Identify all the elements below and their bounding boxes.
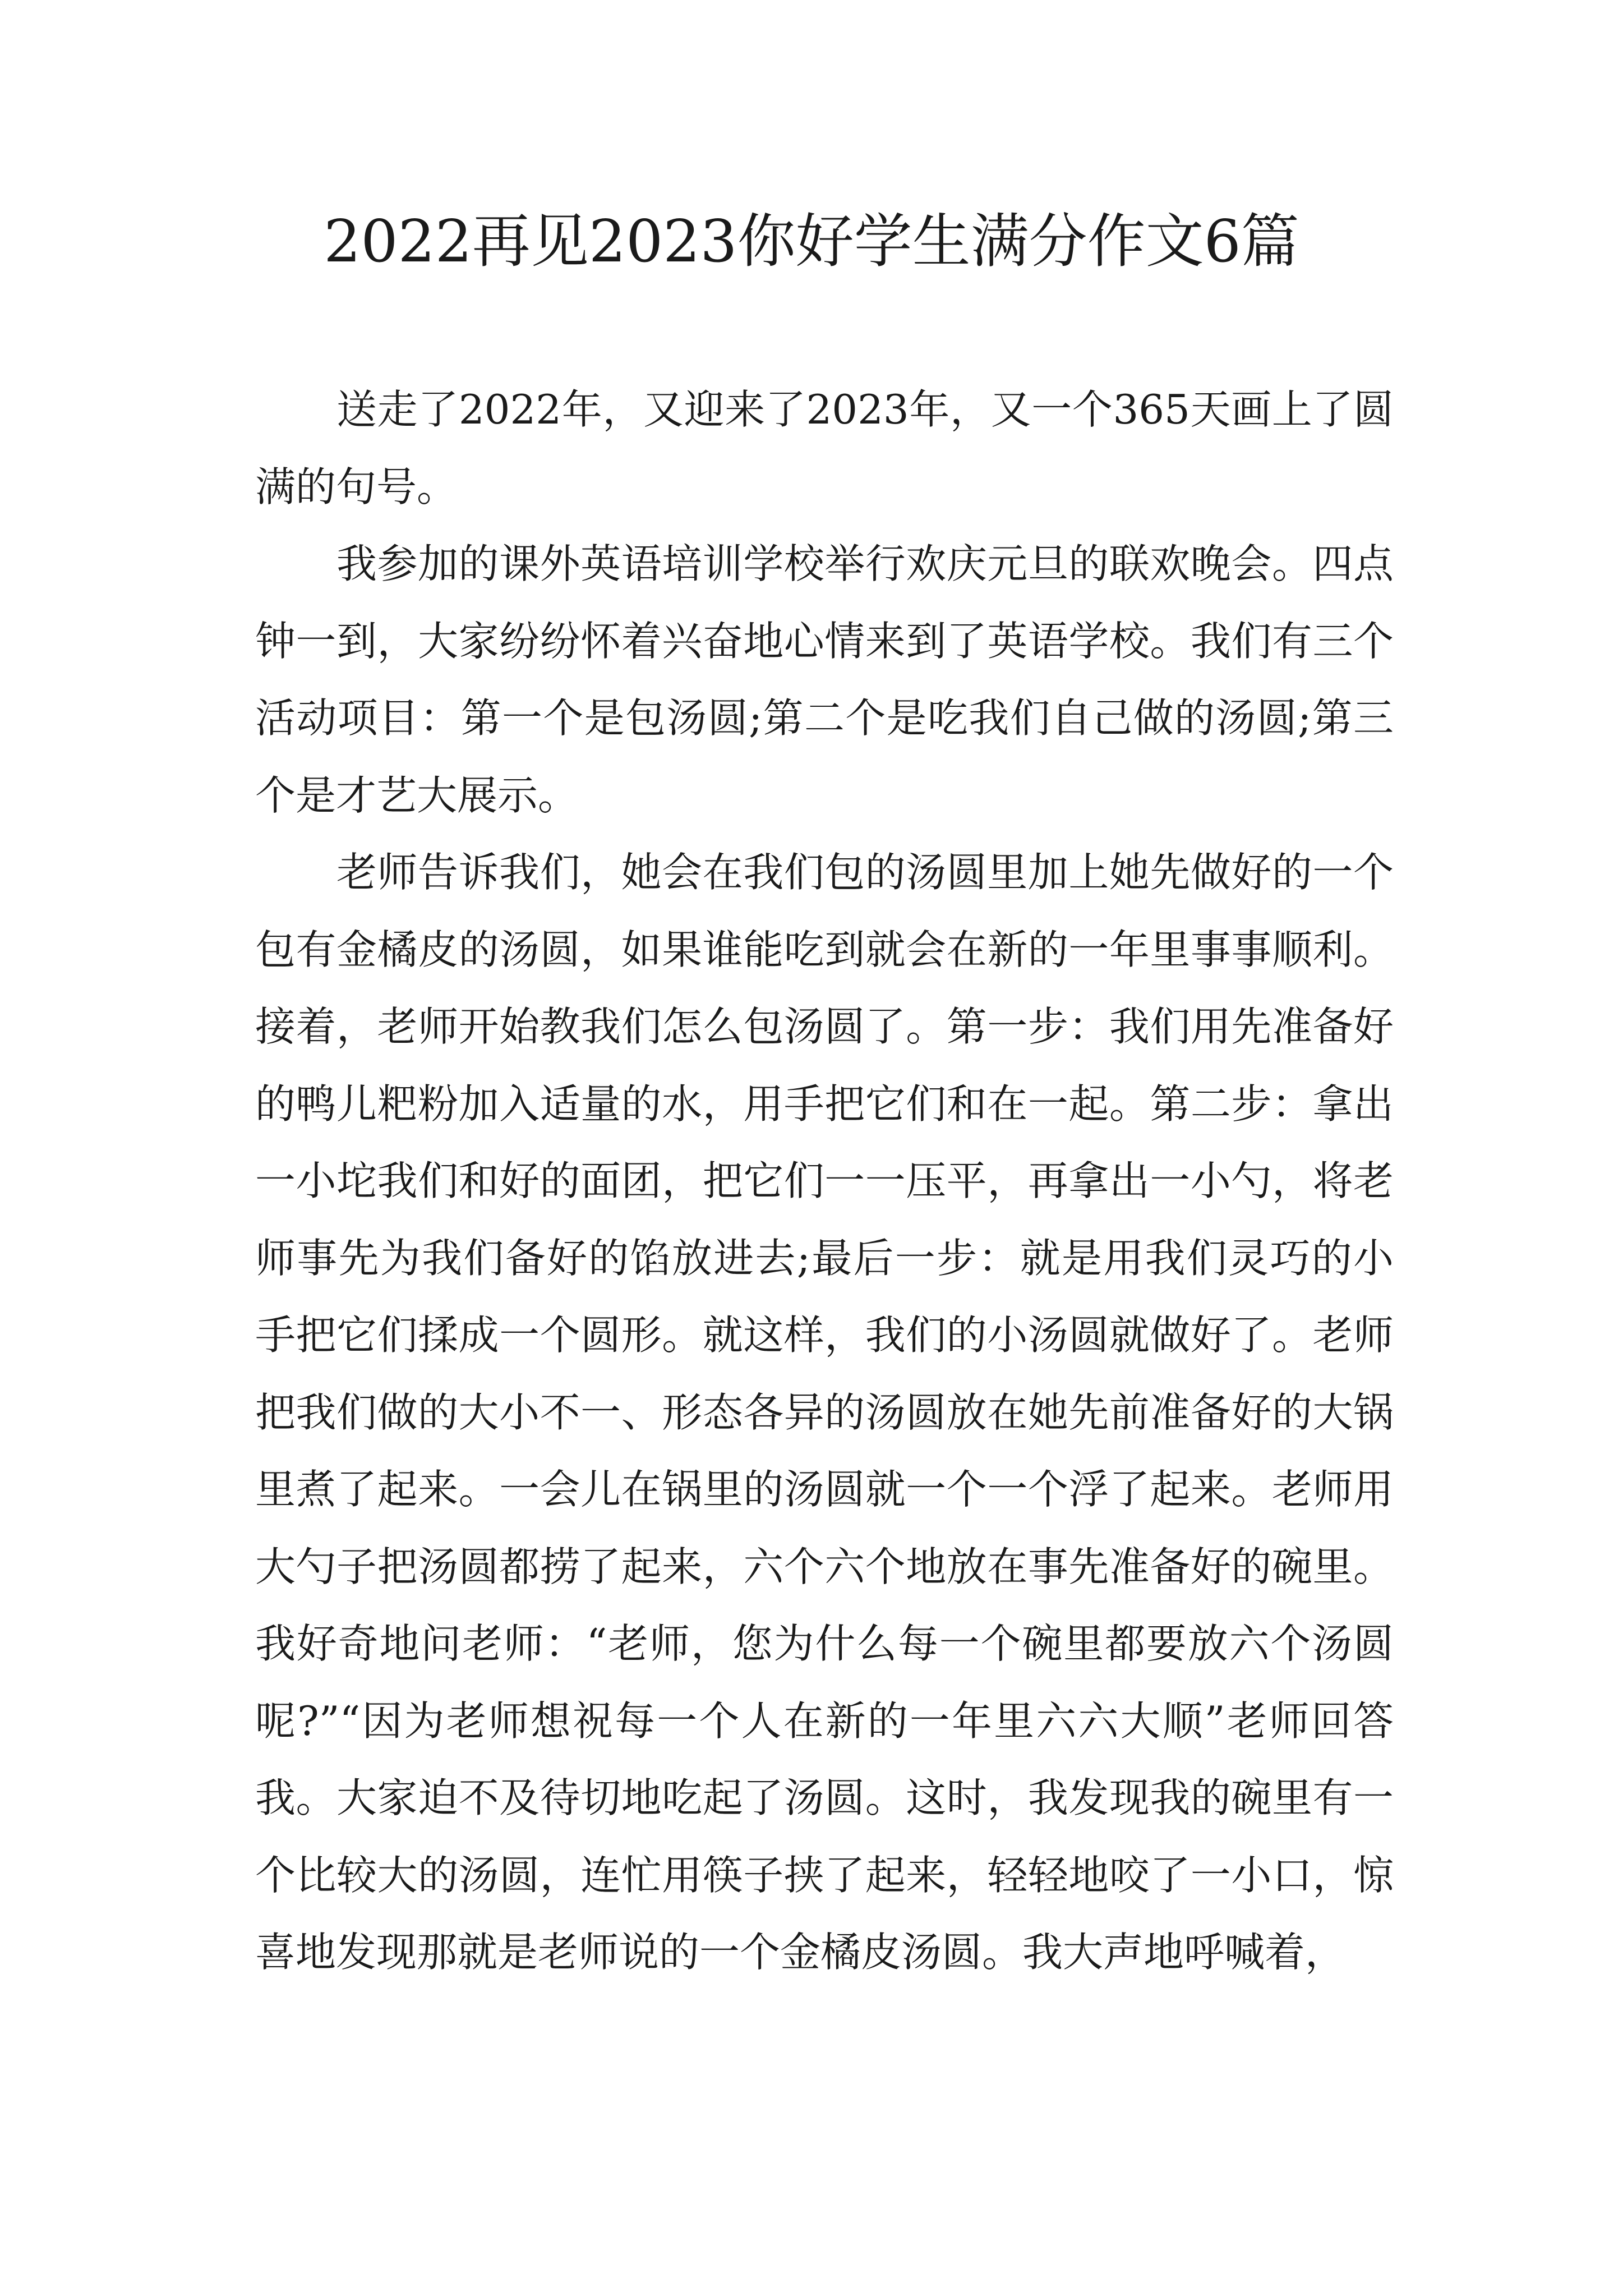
paragraph-3: 老师告诉我们，她会在我们包的汤圆里加上她先做好的一个包有金橘皮的汤圆，如果谁能吃到就会在新的一年里事事顺利。接着，老师开始教我们怎么包汤圆了。第一步：我们用先准备好的鸭儿粑粉加入适量的水，用手把它们和在一起。第二步：拿出一小坨我们和好的面团，把它们一一压平，再拿出一小勺，将老师事先为我们备好的馅放进去;最后一步：就是用我们灵巧的小手把它们揉成一个圆形。就这样，我们的小汤圆就做好了。老师把我们做的大小不一、形态各异的汤圆放在她先前准备好的大锅里煮了起来。一会儿在锅里的汤圆就一个一个浮了起来。老师用大勺子把汤圆都捞了起来，六个六个地放在事先准备好的碗里。我好奇地问老师：“老师，您为什么每一个碗里都要放六个汤圆呢?”“因为老师想祝每一个人在新的一年里六六大顺”老师回答我。大家迫不及待切地吃起了汤圆。这时，我发现我的碗里有一个比较大的汤圆，连忙用筷子挟了起来，轻轻地咬了一小口，惊喜地发现那就是老师说的一个金橘皮汤圆。我大声地呼喊着， [255, 849, 1394, 1976]
document-title: 2022再见2023你好学生满分作文6篇 [324, 207, 1299, 275]
paragraph-2: 我参加的课外英语培训学校举行欢庆元旦的联欢晚会。四点钟一到，大家纷纷怀着兴奋地心情来到了英语学校。我们有三个活动项目：第一个是包汤圆;第二个是吃我们自己做的汤圆;第三个是才艺大展示。 [255, 540, 1394, 819]
document-body [255, 371, 1394, 1991]
paragraph-1: 送走了2022年，又迎来了2023年，又一个365天画上了圆满的句号。 [255, 386, 1394, 510]
